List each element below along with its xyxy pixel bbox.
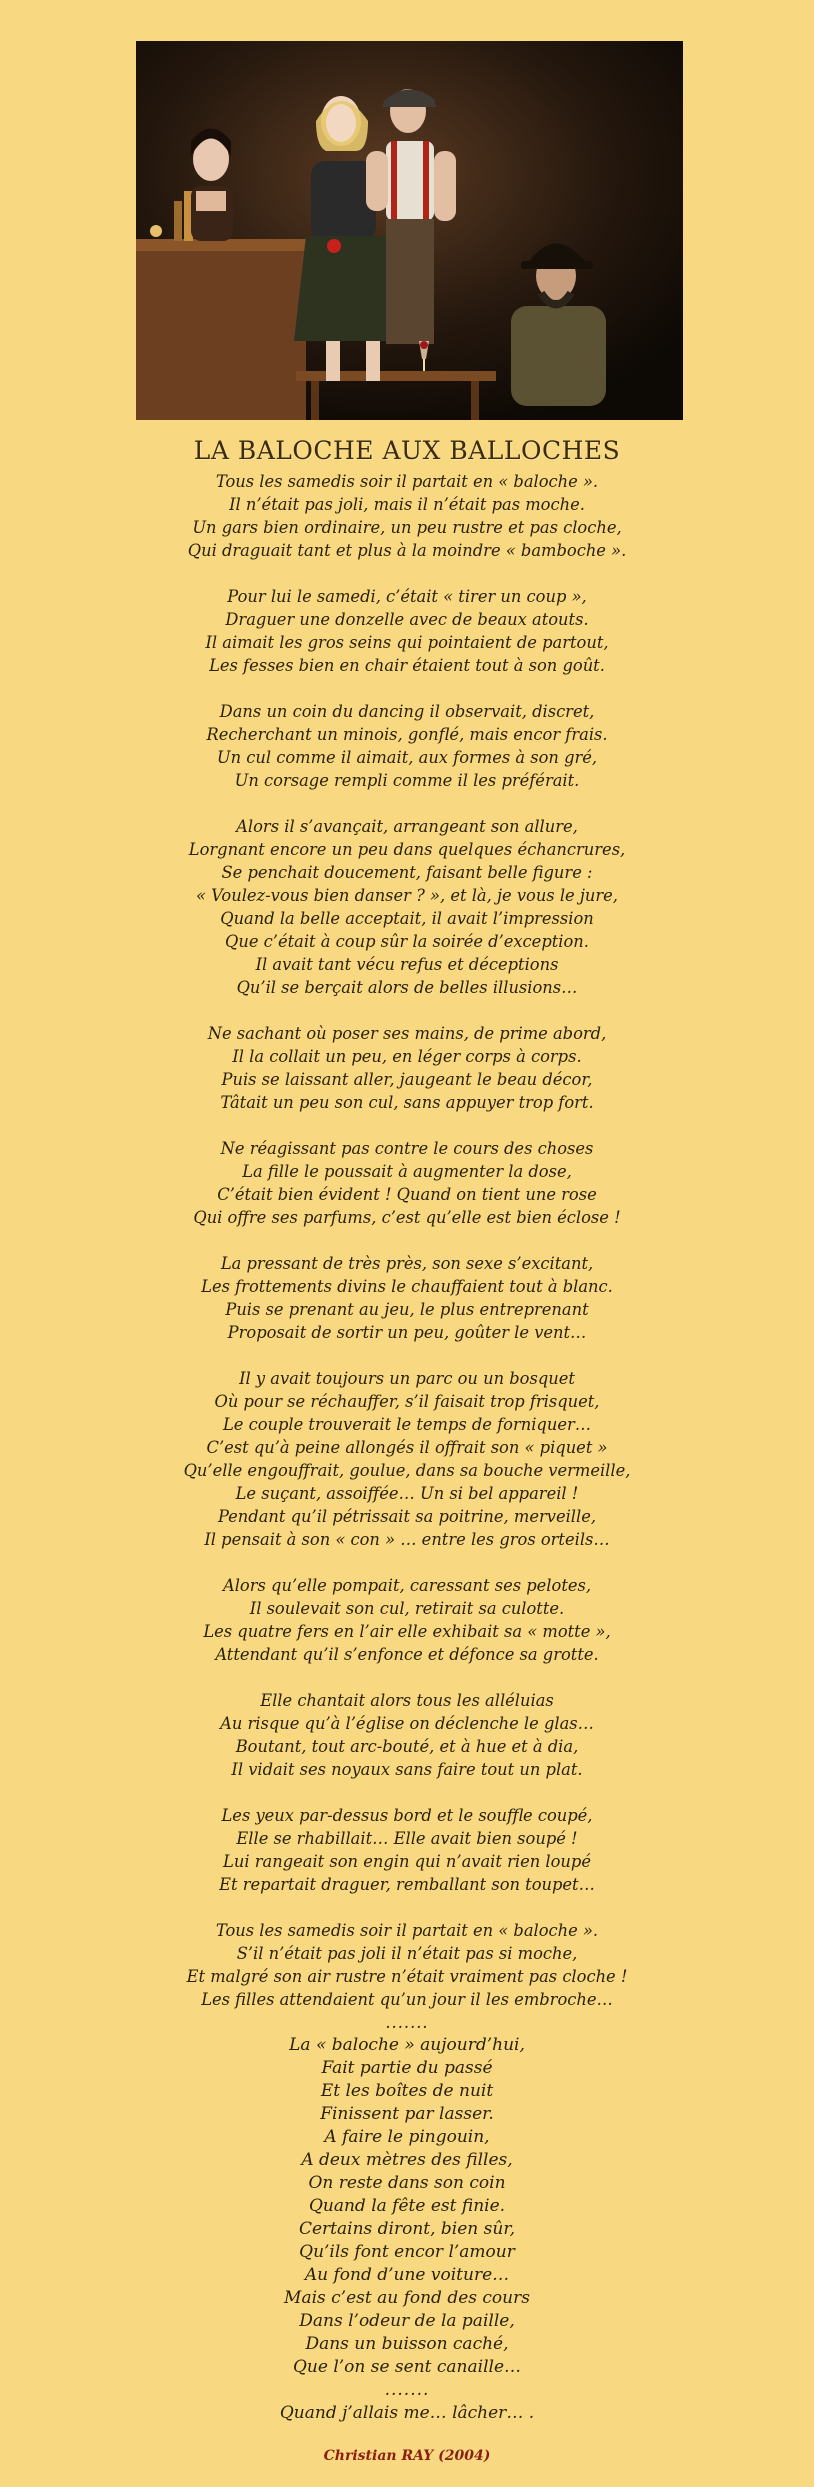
separator: .......	[385, 2013, 429, 2032]
poem-line: Se penchait doucement, faisant belle figure :	[221, 863, 593, 882]
poem-line: Pendant qu’il pétrissait sa poitrine, merveille,	[217, 1507, 597, 1526]
poem-line: La fille le poussait à augmenter la dose,	[242, 1162, 572, 1181]
poem-line: Puis se laissant aller, jaugeant le beau décor,	[221, 1070, 593, 1089]
stage-photo	[136, 41, 683, 420]
poem-line: Alors qu’elle pompait, caressant ses pelotes,	[222, 1576, 592, 1595]
poem-line: Le couple trouverait le temps de forniquer…	[222, 1415, 592, 1434]
poem-line: Dans un coin du dancing il observait, discret,	[219, 702, 595, 721]
poem-line: C’est qu’à peine allongés il offrait son « piquet »	[206, 1438, 608, 1457]
stanza-last	[0, 1919, 814, 2034]
poem-line: Il la collait un peu, en léger corps à corps.	[232, 1047, 582, 1066]
poem-line: Les yeux par-dessus bord et le souffle coupé,	[221, 1806, 593, 1825]
stanza	[0, 1804, 814, 1896]
poem-line: Au fond d’une voiture…	[304, 2265, 510, 2285]
poem-line: Finissent par lasser.	[320, 2104, 494, 2124]
poem-line: Un gars bien ordinaire, un peu rustre et pas cloche,	[192, 518, 622, 537]
poem-line: Ne sachant où poser ses mains, de prime abord,	[207, 1024, 607, 1043]
poem-line: Il aimait les gros seins qui pointaient de partout,	[205, 633, 609, 652]
poem-line: Tâtait un peu son cul, sans appuyer trop fort.	[220, 1093, 594, 1112]
stanza	[0, 585, 814, 677]
poem-line: Qui draguait tant et plus à la moindre « bamboche ».	[187, 541, 627, 560]
poem-line: Un corsage rempli comme il les préférait.	[234, 771, 580, 790]
poem-closing-line: Quand j’allais me… lâcher… .	[279, 2403, 535, 2423]
poem-line: Quand la fête est finie.	[308, 2196, 506, 2216]
poem-line: Quand la belle acceptait, il avait l’impression	[220, 909, 594, 928]
poem-line: Alors il s’avançait, arrangeant son allure,	[236, 817, 578, 836]
poem-line: Le suçant, assoiffée… Un si bel appareil !	[235, 1484, 579, 1503]
poem-line: Que l’on se sent canaille…	[292, 2357, 522, 2377]
poem-line: La pressant de très près, son sexe s’excitant,	[220, 1254, 594, 1273]
poem-line: Elle chantait alors tous les alléluias	[260, 1691, 554, 1710]
poem-line: Qui offre ses parfums, c’est qu’elle est bien éclose !	[193, 1208, 621, 1227]
stanza	[0, 815, 814, 999]
poem-line: « Voulez-vous bien danser ? », et là, je vous le jure,	[196, 886, 618, 905]
poem-line: Dans l’odeur de la paille,	[299, 2311, 515, 2331]
poem-line: A deux mètres des filles,	[301, 2150, 513, 2170]
poem-line: Pour lui le samedi, c’était « tirer un coup »,	[227, 587, 587, 606]
poem-line: Puis se prenant au jeu, le plus entreprenant	[225, 1300, 589, 1319]
poem-line: Qu’il se berçait alors de belles illusions…	[236, 978, 578, 997]
poem-line: Qu’elle engouffrait, goulue, dans sa bouche vermeille,	[183, 1461, 631, 1480]
poem-line: Ne réagissant pas contre le cours des choses	[220, 1139, 594, 1158]
stanza	[0, 1574, 814, 1666]
poem-line: Il avait tant vécu refus et déceptions	[255, 955, 559, 974]
stanza	[0, 700, 814, 792]
stanza	[0, 1367, 814, 1551]
poem-line: Et malgré son air rustre n’était vraiment pas cloche !	[186, 1967, 628, 1986]
poem-line: Dans un buisson caché,	[305, 2334, 509, 2354]
poem-line: Et repartait draguer, remballant son toupet…	[219, 1875, 595, 1894]
poem-line: C’était bien évident ! Quand on tient une rose	[217, 1185, 597, 1204]
stanza	[0, 1137, 814, 1229]
poem-line: Lui rangeait son engin qui n’avait rien loupé	[223, 1852, 591, 1871]
poem-line: Les frottements divins le chauffaient tout à blanc.	[201, 1277, 613, 1296]
poem-line: A faire le pingouin,	[324, 2127, 490, 2147]
poem-body	[0, 470, 814, 2425]
stanza	[0, 470, 814, 562]
poem-line: Tous les samedis soir il partait en « baloche ».	[215, 472, 599, 491]
separator: .......	[384, 2380, 430, 2400]
poem-line: Proposait de sortir un peu, goûter le vent…	[227, 1323, 587, 1342]
poem-line: Recherchant un minois, gonflé, mais encor frais.	[206, 725, 608, 744]
stanza	[0, 1022, 814, 1114]
poem-line: S’il n’était pas joli il n’était pas si moche,	[236, 1944, 578, 1963]
poem-line: Draguer une donzelle avec de beaux atouts.	[225, 610, 589, 629]
poem-line: Où pour se réchauffer, s’il faisait trop frisquet,	[214, 1392, 600, 1411]
poem-line: Il vidait ses noyaux sans faire tout un plat.	[231, 1760, 583, 1779]
poem-line: Attendant qu’il s’enfonce et défonce sa grotte.	[215, 1645, 599, 1664]
poem-line: Lorgnant encore un peu dans quelques échancrures,	[188, 840, 626, 859]
poem-line: Il soulevait son cul, retirait sa culotte.	[249, 1599, 565, 1618]
poem-line: Tous les samedis soir il partait en « baloche ».	[215, 1921, 599, 1940]
poem-line: Un cul comme il aimait, aux formes à son gré,	[216, 748, 598, 767]
poem-line: Au risque qu’à l’église on déclenche le glas…	[220, 1714, 594, 1733]
poem-line: Que c’était à coup sûr la soirée d’exception.	[225, 932, 589, 951]
tail-stanza	[0, 2034, 814, 2425]
poem-line: Et les boîtes de nuit	[320, 2081, 494, 2101]
poem-line: La « baloche » aujourd’hui,	[289, 2035, 525, 2055]
poem-line: Il n’était pas joli, mais il n’était pas moche.	[229, 495, 585, 514]
stanza	[0, 1252, 814, 1344]
poem-line: Boutant, tout arc-bouté, et à hue et à dia,	[235, 1737, 579, 1756]
poem-line: Les filles attendaient qu’un jour il les embroche…	[201, 1990, 613, 2009]
poem-line: Elle se rhabillait… Elle avait bien soupé !	[236, 1829, 578, 1848]
poem-line: Qu’ils font encor l’amour	[299, 2242, 515, 2262]
poem-line: Les quatre fers en l’air elle exhibait sa « motte »,	[203, 1622, 611, 1641]
poem-line: Il y avait toujours un parc ou un bosquet	[239, 1369, 575, 1388]
poem-line: Il pensait à son « con » … entre les gros orteils…	[204, 1530, 610, 1549]
poem-title: LA BALOCHE AUX BALLOCHES	[193, 436, 621, 465]
poem-line: Fait partie du passé	[321, 2058, 493, 2078]
author-signature: Christian RAY (2004)	[323, 2448, 491, 2464]
stanza	[0, 1689, 814, 1781]
theatre-stage-photo-icon	[136, 41, 683, 420]
poem-line: On reste dans son coin	[308, 2173, 506, 2193]
poem-line: Les fesses bien en chair étaient tout à son goût.	[209, 656, 605, 675]
poem-line: Mais c’est au fond des cours	[284, 2288, 530, 2308]
poem-line: Certains diront, bien sûr,	[298, 2219, 515, 2239]
